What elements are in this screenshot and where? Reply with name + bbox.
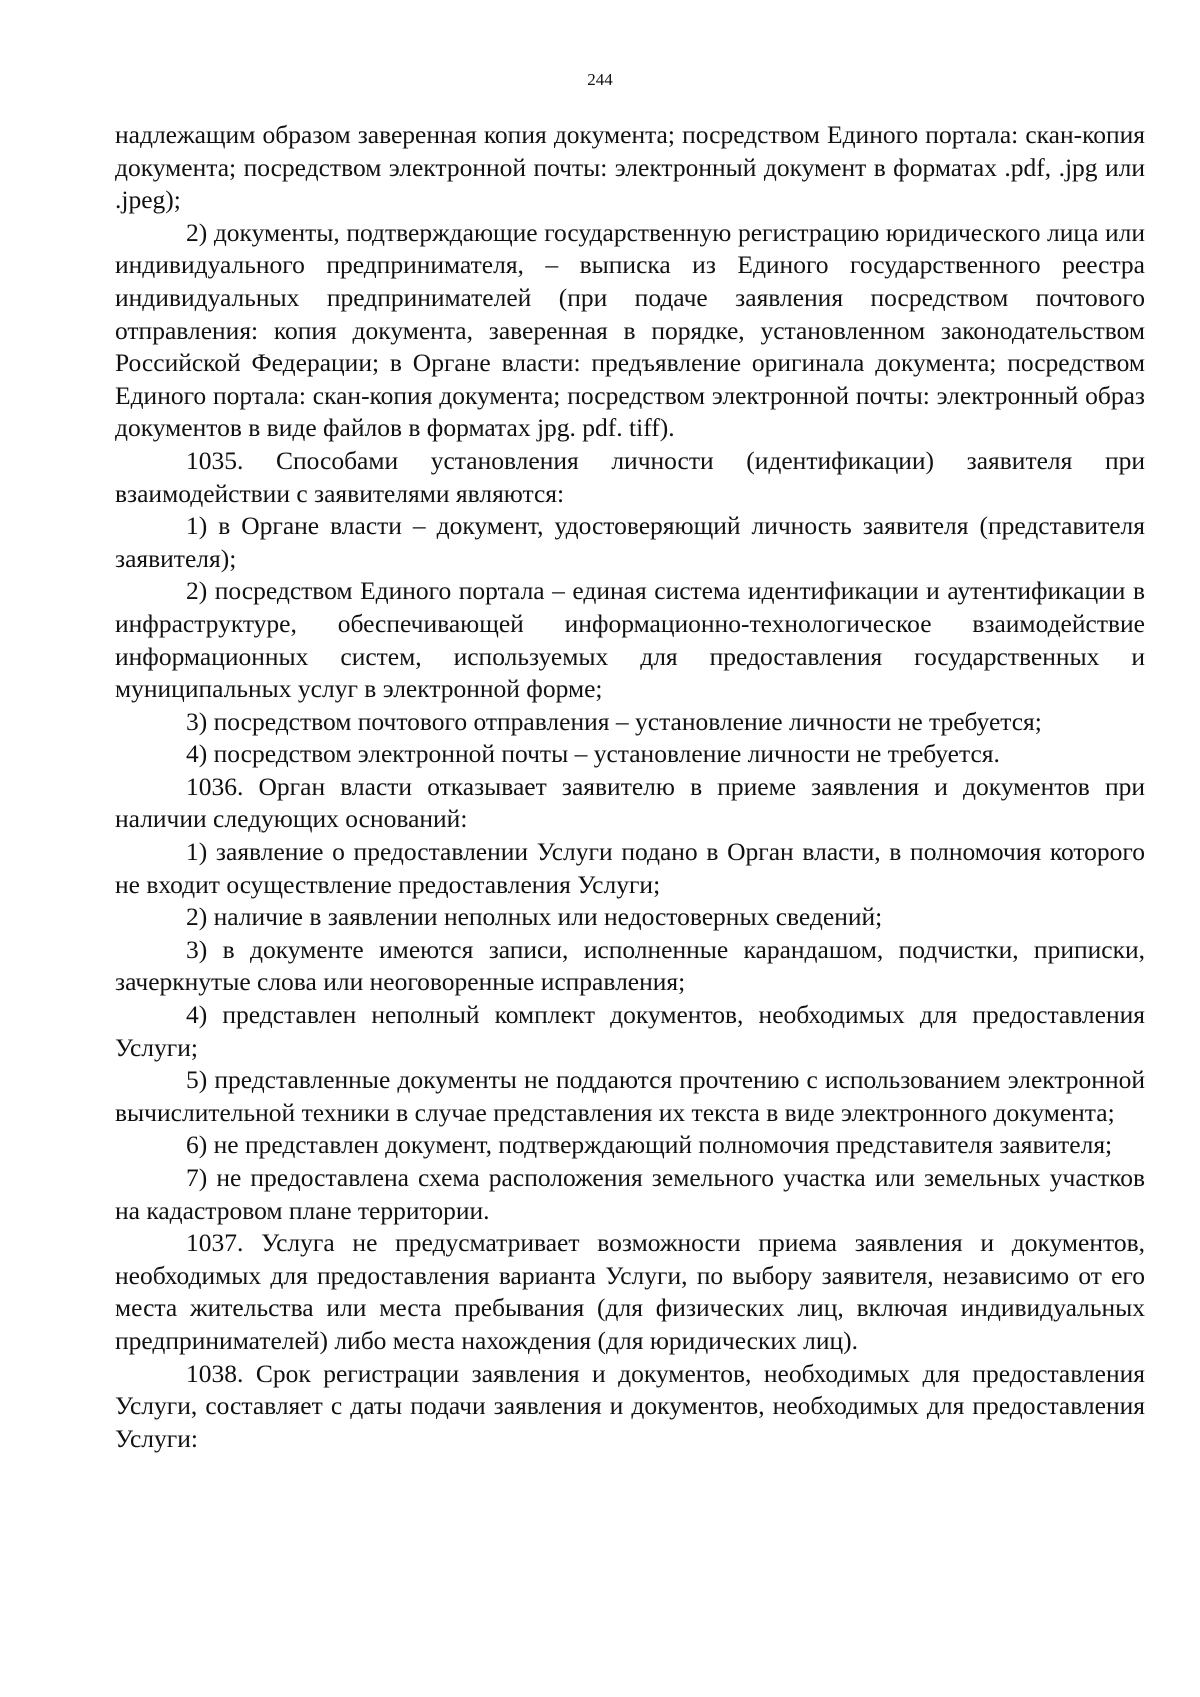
document-body xyxy=(115,119,1145,1455)
paragraph-1036-item-3: 3) в документе имеются записи, исполненные карандашом, подчистки, приписки, зачеркнутые слова или неоговоренные исправления; xyxy=(115,934,1145,997)
paragraph-1035-item-3: 3) посредством почтового отправления – установление личности не требуется; xyxy=(186,706,1042,736)
paragraph-continuation: надлежащим образом заверенная копия документа; посредством Единого портала: скан-копия документа; посредством электронной почты: электронный документ в форматах .pdf, .jpg или .jpeg); xyxy=(115,120,1145,215)
page-number: 244 xyxy=(587,70,613,89)
paragraph-1035-item-1: 1) в Органе власти – документ, удостоверяющий личность заявителя (представителя заявителя); xyxy=(115,511,1145,573)
paragraph-1035-item-2: 2) посредством Единого портала – единая система идентификации и аутентификации в инфраструктуре, обеспечивающей информационно-технологическое взаимодействие информационных систем, используемых для предоставления государственных и муниципальных услуг в электронной форме; xyxy=(115,576,1145,704)
paragraph-1036-item-1: 1) заявление о предоставлении Услуги подано в Орган власти, в полномочия которого не входит осуществление предоставления Услуги; xyxy=(115,837,1145,899)
paragraph-1036: 1036. Орган власти отказывает заявителю в приеме заявления и документов при наличии следующих оснований: xyxy=(115,771,1145,834)
paragraph-1036-item-2: 2) наличие в заявлении неполных или недостоверных сведений; xyxy=(186,902,883,932)
paragraph-1036-item-7: 7) не предоставлена схема расположения земельного участка или земельных участков на кадастровом плане территории. xyxy=(115,1163,1145,1225)
paragraph-item-2-registration-docs: 2) документы, подтверждающие государственную регистрацию юридического лица или индивидуального предпринимателя, – выписка из Единого государственного реестра индивидуальных предпринимателей (при подаче заявления посредством почтового отправления: копия документа, заверенная в порядке, установленном законодательством Российской Федерации; в Органе власти: предъявление оригинала документа; посредством Единого портала: скан-копия документа; посредством электронной почты: электронный образ документов в виде файлов в форматах jpg. pdf. tiff). xyxy=(115,217,1145,443)
paragraph-1035: 1035. Способами установления личности (идентификации) заявителя при взаимодействии с заявителями являются: xyxy=(115,445,1145,508)
paragraph-1037: 1037. Услуга не предусматривает возможности приема заявления и документов, необходимых для предоставления варианта Услуги, по выбору заявителя, независимо от его места жительства или места пребывания (для физических лиц, включая индивидуальных предпринимателей) либо места нахождения (для юридических лиц). xyxy=(115,1228,1145,1355)
paragraph-1035-item-4: 4) посредством электронной почты – установление личности не требуется. xyxy=(186,739,1000,769)
paragraph-1036-item-4: 4) представлен неполный комплект документов, необходимых для предоставления Услуги; xyxy=(115,1000,1145,1062)
paragraph-1036-item-5: 5) представленные документы не поддаются прочтению с использованием электронной вычислительной техники в случае представления их текста в виде электронного документа; xyxy=(115,1065,1145,1127)
paragraph-1036-item-6: 6) не представлен документ, подтверждающий полномочия представителя заявителя; xyxy=(186,1130,1113,1160)
paragraph-1038: 1038. Срок регистрации заявления и документов, необходимых для предоставления Услуги, составляет с даты подачи заявления и документов, необходимых для предоставления Услуги: xyxy=(115,1358,1145,1453)
